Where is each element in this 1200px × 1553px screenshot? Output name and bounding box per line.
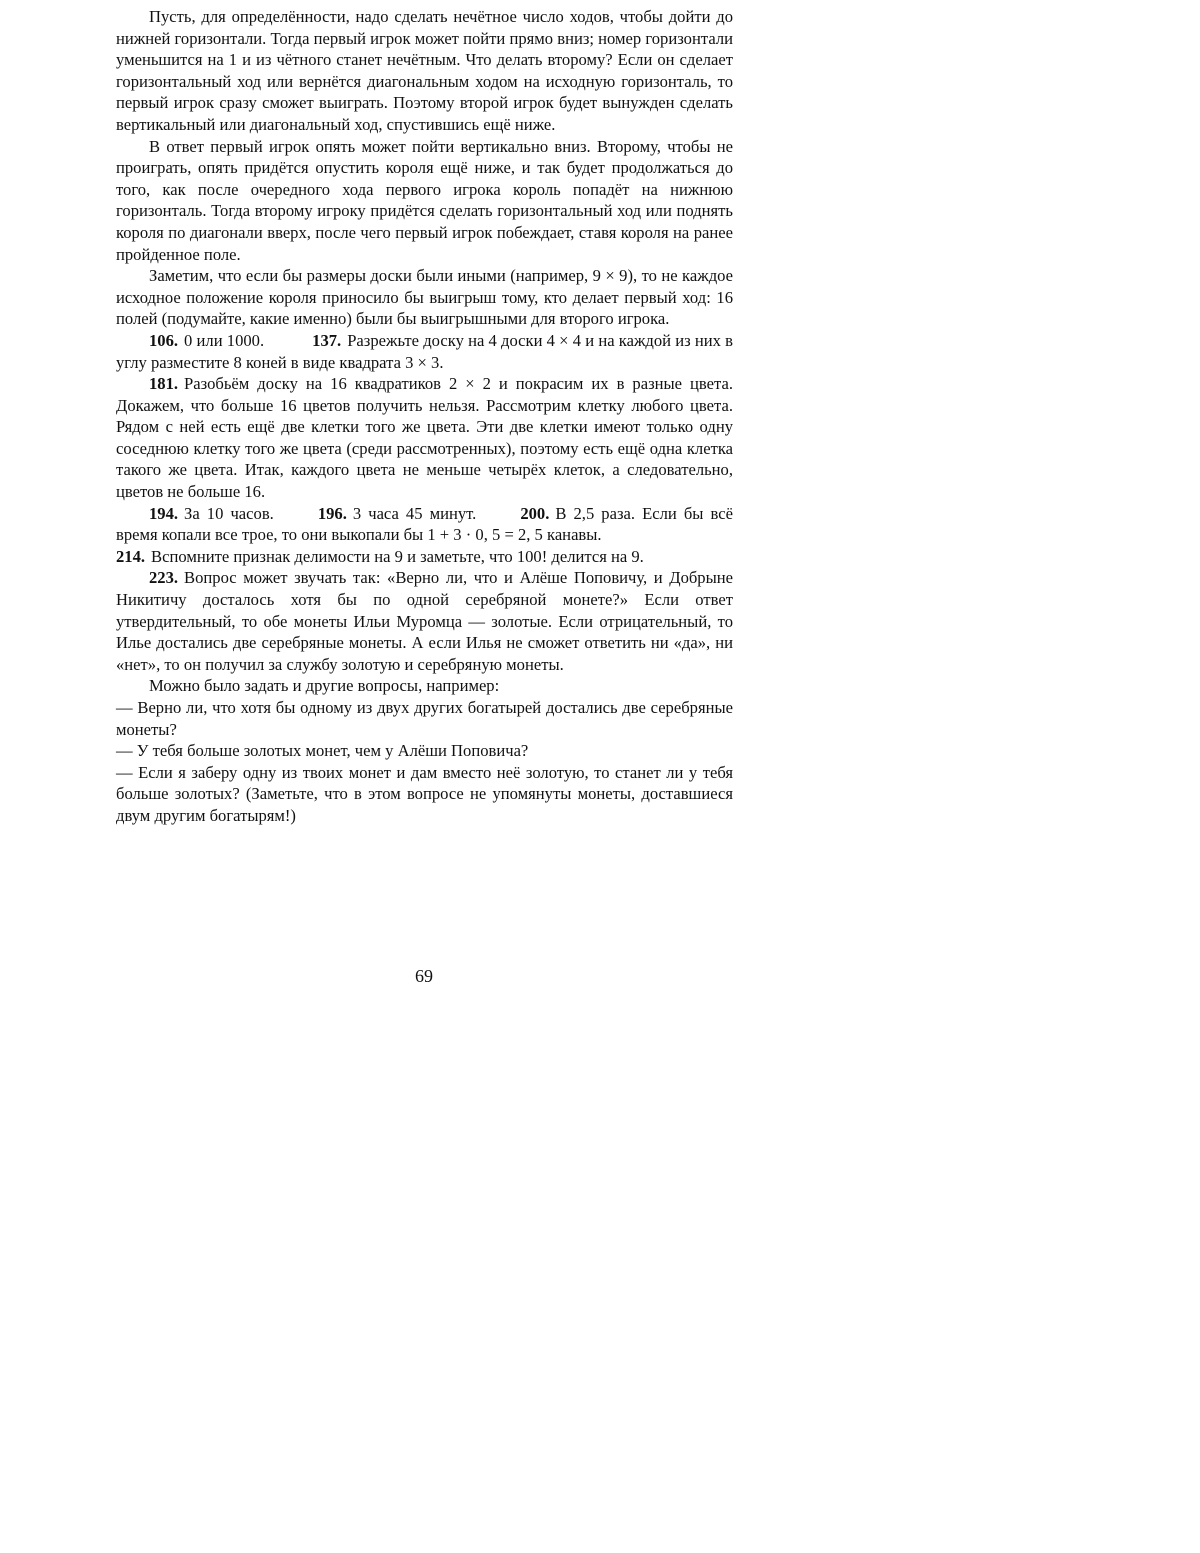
answer-number: 214. [116, 546, 146, 566]
answer-number: 223. [149, 568, 179, 588]
answer-text: Разрежьте доску на 4 доски 4 × 4 и на каждой из них в углу разместите 8 коней в виде квадрата 3 × 3. [116, 330, 733, 372]
answers-194-200 [116, 503, 733, 546]
page-text [116, 6, 733, 827]
answer-223 [116, 567, 733, 675]
page-number: 69 [415, 966, 433, 986]
answer-number: 196. [317, 503, 347, 523]
answer-number: 200. [520, 503, 550, 523]
answer-text: Вопрос может звучать так: «Верно ли, что и Алёше Поповичу, и Добрыне Никитичу досталось хотя бы по одной серебряной монете?» Если ответ утвердительный, то обе монеты Ильи Муромца — золотые. Если отрицательный, то Илье достались две серебряные монеты. А если Илья не сможет ответить ни «да», ни «нет», то он получил за службу золотую и серебряную монеты. [116, 568, 733, 674]
other-question-item: — Если я заберу одну из твоих монет и дам вместо неё золотую, то станет ли у тебя больше золотых? (Заметьте, что в этом вопросе не упомянуты монеты, доставшиеся двум другим богатырям!) [116, 762, 733, 825]
answer-181 [116, 373, 733, 503]
answer-text: 0 или 1000. [184, 330, 265, 350]
answer-214 [116, 546, 733, 568]
other-question-item: — Верно ли, что хотя бы одному из двух других богатырей достались две серебряные монеты? [116, 698, 733, 739]
answer-number: 137. [312, 330, 342, 350]
answer-text: 3 часа 45 минут. [352, 503, 477, 523]
answer-text: В 2,5 раза. Если бы всё время копали все трое, то они выкопали бы 1 + 3 · 0, 5 = 2, 5 канавы. [116, 503, 733, 545]
answer-text: Вспомните признак делимости на 9 и заметьте, что 100! делится на 9. [151, 546, 644, 566]
answer-number: 181. [149, 374, 179, 394]
paragraph-first-player-strategy: Пусть, для определённости, надо сделать нечётное число ходов, чтобы дойти до нижней горизонтали. Тогда первый игрок может пойти прямо вниз; номер горизонтали уменьшится на 1 и из чётного станет нечётным. Что делать второму? Если он сделает горизонтальный ход или вернётся диагональным ходом на исходную горизонталь, то первый игрок сразу сможет выиграть. Поэтому второй игрок будет вынужден сделать вертикальный или диагональный ход, спустившись ещё ниже. [116, 7, 733, 134]
answer-text: Разобьём доску на 16 квадратиков 2 × 2 и покрасим их в разные цвета. Докажем, что больше 16 цветов получить нельзя. Рассмотрим клетку любого цвета. Рядом с ней есть ещё две клетки того же цвета. Эти две клетки имеют только одну соседнюю клетку того же цвета (среди рассмотренных), поэтому есть ещё одна клетка такого же цвета. Итак, каждого цвета не меньше четырёх клеток, а следовательно, цветов не больше 16. [116, 374, 733, 502]
answer-text: За 10 часов. [184, 503, 274, 523]
paragraph-second-player-response: В ответ первый игрок опять может пойти вертикально вниз. Второму, чтобы не проиграть, опять придётся опустить короля ещё ниже, и так будет продолжаться до того, как после очередного хода первого игрока король попадёт на нижнюю горизонталь. Тогда второму игроку придётся сделать горизонтальный ход или поднять короля по диагонали вверх, после чего первый игрок побеждает, ставя короля на ранее пройденное поле. [116, 136, 733, 264]
other-question-item: — У тебя больше золотых монет, чем у Алёши Поповича? [116, 741, 529, 761]
other-questions-intro: Можно было задать и другие вопросы, например: [149, 676, 500, 696]
answer-number: 194. [149, 503, 179, 523]
answers-106-137 [116, 330, 733, 373]
answer-number: 106. [149, 330, 179, 350]
paragraph-board-size-remark: Заметим, что если бы размеры доски были иными (например, 9 × 9), то не каждое исходное положение короля приносило бы выигрыш тому, кто делает первый ход: 16 полей (подумайте, какие именно) были бы выигрышными для второго игрока. [116, 266, 733, 329]
